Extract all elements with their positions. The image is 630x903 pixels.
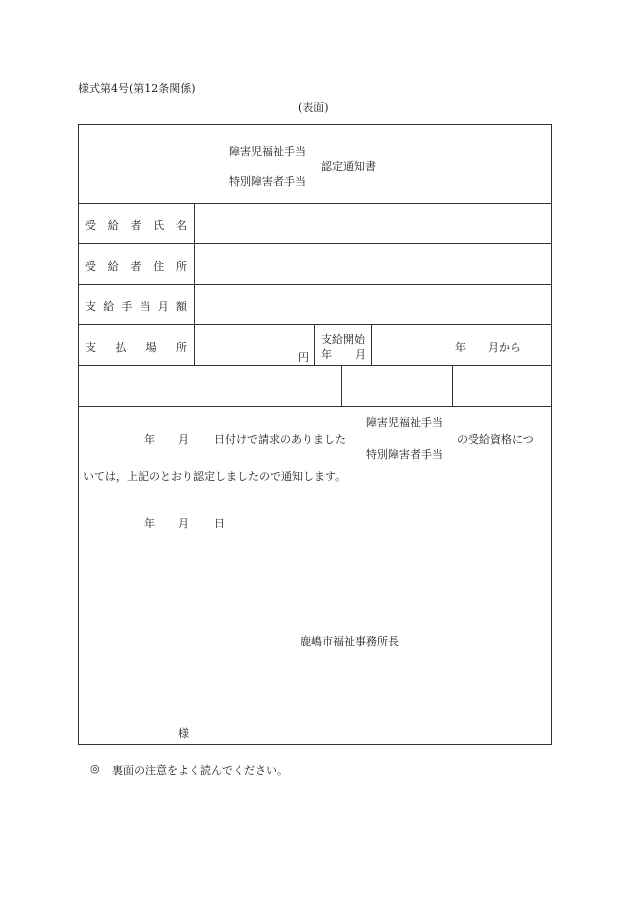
place-start-divider: [314, 324, 315, 365]
note-mark: ◎: [90, 762, 100, 775]
row-divider: [78, 406, 552, 407]
label-char: 者: [130, 219, 142, 232]
body-month: 月: [178, 433, 189, 446]
label-payment-place: [85, 339, 187, 355]
yen-unit: 円: [298, 351, 309, 364]
start-year-unit: 年: [455, 341, 466, 354]
start-label-month: 月: [355, 348, 366, 361]
date-month: 月: [178, 517, 189, 530]
start-from-unit: 月から: [488, 341, 521, 354]
label-char: 月: [157, 300, 169, 313]
label-char: 当: [139, 300, 151, 313]
start-label: 支給開始: [321, 333, 365, 346]
label-char: 名: [176, 219, 187, 232]
row-divider: [78, 203, 552, 204]
start-label-divider: [371, 324, 372, 365]
row-divider: [78, 284, 552, 285]
face-side-label: (表面): [298, 101, 329, 114]
label-char: 給: [107, 219, 119, 232]
title-allowance-1: 障害児福祉手当: [229, 145, 306, 158]
label-char: 氏: [153, 219, 165, 232]
body-allowance-2: 特別障害者手当: [366, 448, 443, 461]
honorific: 様: [178, 727, 189, 740]
note-text: 裏面の注意をよく読んでください。: [112, 764, 288, 777]
label-char: 額: [175, 300, 187, 313]
title-suffix: 認定通知書: [321, 160, 376, 173]
start-label-year: 年: [321, 348, 332, 361]
label-column-divider: [194, 203, 195, 365]
label-char: 支: [85, 300, 96, 313]
label-monthly-amount: [85, 298, 187, 314]
row-divider: [78, 365, 552, 366]
title-allowance-2: 特別障害者手当: [229, 175, 306, 188]
label-char: 支: [85, 341, 96, 354]
body-year: 年: [144, 433, 155, 446]
label-char: 受: [85, 260, 96, 273]
label-char: 払: [115, 341, 127, 354]
date-year: 年: [144, 517, 155, 530]
body-dated-request: 日付けで請求のありました: [214, 433, 346, 446]
body-allowance-1: 障害児福祉手当: [366, 416, 443, 429]
label-recipient-name: [85, 217, 187, 233]
label-char: 所: [175, 341, 187, 354]
form-number: 様式第4号(第12条関係): [78, 82, 196, 95]
blank-row-divider-2: [452, 365, 453, 406]
issuer: 鹿嶋市福祉事務所長: [300, 635, 399, 648]
label-char: 住: [153, 260, 165, 273]
label-char: 場: [145, 341, 157, 354]
row-divider: [78, 324, 552, 325]
label-char: 受: [85, 219, 96, 232]
label-char: 給: [103, 300, 115, 313]
label-char: 所: [176, 260, 187, 273]
label-char: 者: [130, 260, 142, 273]
blank-row-divider-1: [341, 365, 342, 406]
row-divider: [78, 243, 552, 244]
label-recipient-address: [85, 258, 187, 274]
date-day: 日: [214, 517, 225, 530]
body-eligibility: の受給資格につ: [457, 433, 534, 446]
label-char: 給: [107, 260, 119, 273]
body-continuation: いては，上記のとおり認定しましたので通知します。: [83, 470, 347, 483]
label-char: 手: [121, 300, 133, 313]
